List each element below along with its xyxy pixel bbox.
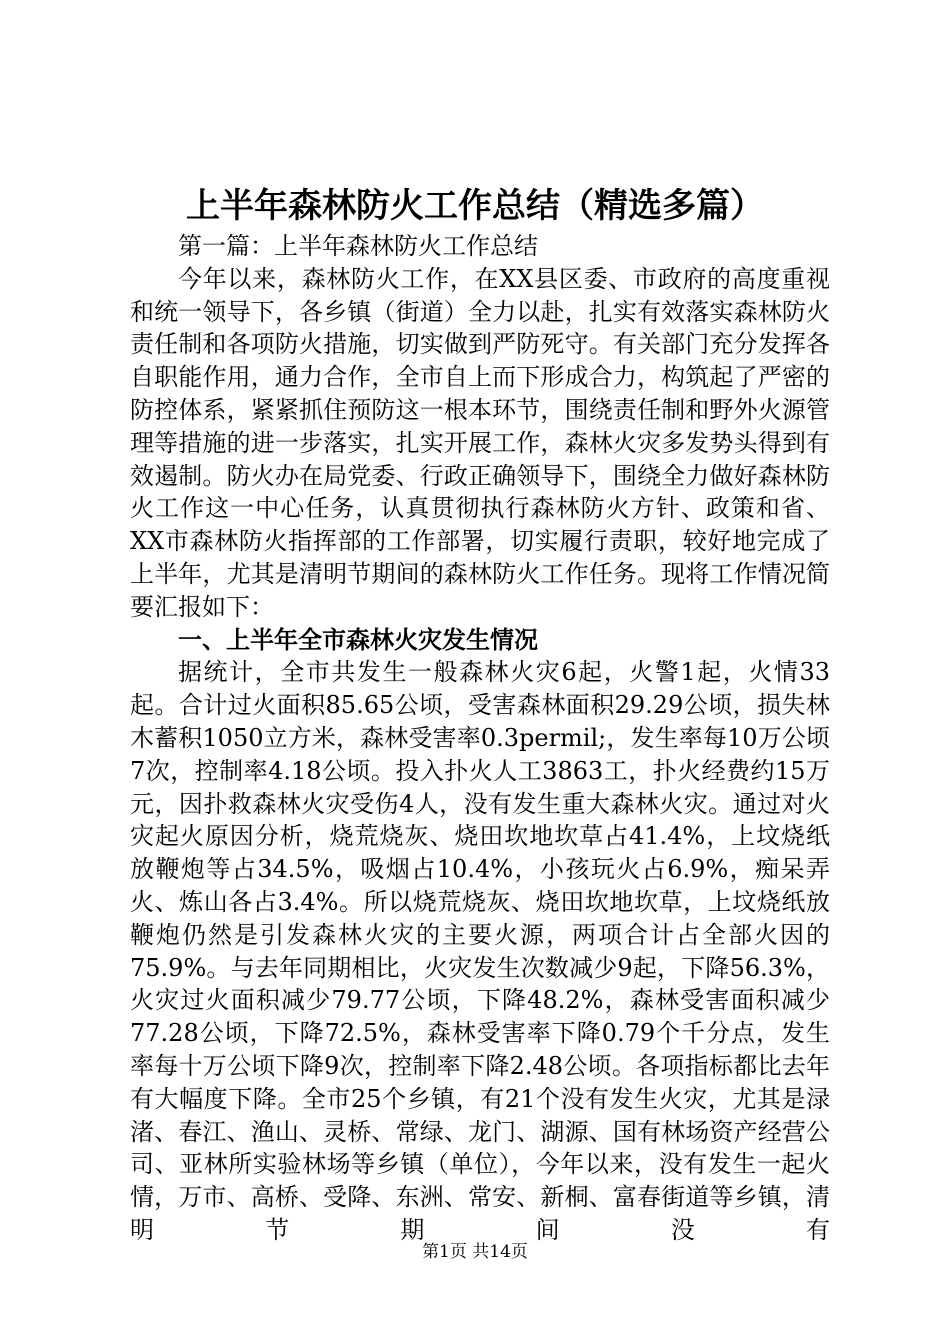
paragraph-intro: 今年以来，森林防火工作，在XX县区委、市政府的高度重视和统一领导下，各乡镇（街道）全力以赴，扎实有效落实森林防火责任制和各项防火措施，切实做到严防死守。有关部门充分发挥各自职能作用，通力合作，全市自上而下形成合力，构筑起了严密的防控体系，紧紧抓住预防这一根本环节，围绕责任制和野外火源管理等措施的进一步落实，扎实开展工作，森林火灾多发势头得到有效遏制。防火办在局党委、行政正确领导下，围绕全力做好森林防火工作这一中心任务，认真贯彻执行森林防火方针、政策和省、XX市森林防火指挥部的工作部署，切实履行责职，较好地完成了上半年，尤其是清明节期间的森林防火工作任务。现将工作情况简要汇报如下： bbox=[130, 264, 830, 621]
section-heading: 一、上半年全市森林火灾发生情况 bbox=[178, 625, 538, 654]
paragraph-statistics: 据统计，全市共发生一般森林火灾6起，火警1起，火情33起。合计过火面积85.65公顷，受害森林面积29.29公顷，损失林木蓄积1050立方米，森林受害率0.3permil;，发生率每10万公顷7次，控制率4.18公顷。投入扑火人工3863工，扑火经费约15万元，因扑救森林火灾受伤4人，没有发生重大森林火灾。通过对火灾起火原因分析，烧荒烧灰、烧田坎地坎草占41.4%，上坟烧纸放鞭炮等占34.5%，吸烟占10.4%，小孩玩火占6.9%，痴呆弄火、炼山各占3.4%。所以烧荒烧灰、烧田坎地坎草，上坟烧纸放鞭炮仍然是引发森林火灾的主要火源，两项合计占全部火因的75.9%。与去年同期相比，火灾发生次数减少9起，下降56.3%，火灾过火面积减少79.77公顷，下降48.2%，森林受害面积减少77.28公顷，下降72.5%，森林受害率下降0.79个千分点，发生率每十万公顷下降9次，控制率下降2.48公顷。各项指标都比去年有大幅度下降。全市25个乡镇，有21个没有发生火灾，尤其是渌渚、春江、渔山、灵桥、常绿、龙门、湖源、国有林场资产经营公司、亚林所实验林场等乡镇（单位），今年以来，没有发生一起火情，万市、高桥、受降、东洲、常安、新桐、富春街道等乡镇，清明节期间没有 bbox=[130, 658, 830, 1244]
page-indicator: 第1页 共14页 bbox=[422, 1242, 528, 1262]
document-body bbox=[130, 230, 830, 1247]
subtitle: 第一篇：上半年森林防火工作总结 bbox=[178, 232, 538, 260]
document-title: 上半年森林防火工作总结（精选多篇） bbox=[186, 186, 764, 226]
